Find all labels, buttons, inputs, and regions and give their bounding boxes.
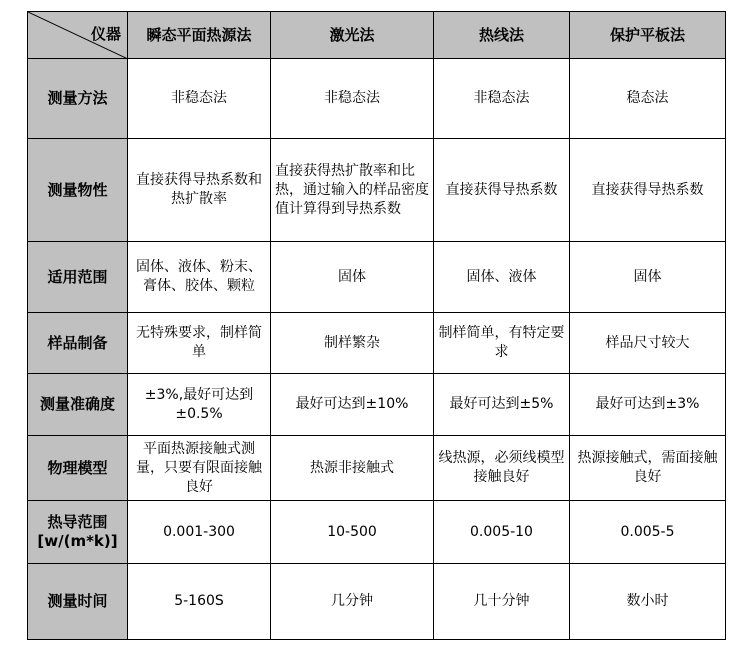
table-cell: 最好可达到±3% bbox=[570, 374, 726, 436]
table-cell: 几分钟 bbox=[271, 564, 434, 640]
row-header: 测量物性 bbox=[28, 139, 128, 242]
table-cell: 直接获得导热系数 bbox=[434, 139, 570, 242]
table-cell: 非稳态法 bbox=[271, 59, 434, 139]
table-cell: 制样简单，有特定要求 bbox=[434, 313, 570, 374]
table-cell: 稳态法 bbox=[570, 59, 726, 139]
row-header: 测量方法 bbox=[28, 59, 128, 139]
row-header: 样品制备 bbox=[28, 313, 128, 374]
row-header: 测量时间 bbox=[28, 564, 128, 640]
table-row bbox=[28, 436, 726, 501]
table-cell: 直接获得热扩散率和比热，通过输入的样品密度值计算得到导热系数 bbox=[271, 139, 434, 242]
table-cell: 直接获得导热系数 bbox=[570, 139, 726, 242]
corner-header bbox=[28, 12, 128, 59]
row-header-unit: [w/(m*k)] bbox=[37, 532, 118, 550]
row-header-label: 热导范围 bbox=[47, 513, 108, 531]
column-header-hot-wire: 热线法 bbox=[434, 12, 570, 59]
table-cell: ±3%,最好可达到±0.5% bbox=[128, 374, 271, 436]
comparison-table bbox=[27, 11, 726, 640]
table-cell: 样品尺寸较大 bbox=[570, 313, 726, 374]
table-row bbox=[28, 242, 726, 313]
table-cell: 最好可达到±10% bbox=[271, 374, 434, 436]
table-cell: 10-500 bbox=[271, 501, 434, 564]
table-cell: 固体 bbox=[271, 242, 434, 313]
table-cell: 直接获得导热系数和热扩散率 bbox=[128, 139, 271, 242]
row-header: 物理模型 bbox=[28, 436, 128, 501]
table-cell: 热源接触式，需面接触良好 bbox=[570, 436, 726, 501]
table-row bbox=[28, 313, 726, 374]
table-cell: 平面热源接触式测量，只要有限面接触良好 bbox=[128, 436, 271, 501]
table-cell: 5-160S bbox=[128, 564, 271, 640]
table-cell: 0.005-5 bbox=[570, 501, 726, 564]
table-row bbox=[28, 564, 726, 640]
table-cell: 0.005-10 bbox=[434, 501, 570, 564]
table-cell: 最好可达到±5% bbox=[434, 374, 570, 436]
row-header bbox=[28, 501, 128, 564]
table-cell: 几十分钟 bbox=[434, 564, 570, 640]
table-row bbox=[28, 139, 726, 242]
table-cell: 0.001-300 bbox=[128, 501, 271, 564]
table-cell: 数小时 bbox=[570, 564, 726, 640]
table-cell: 固体、液体、粉末、膏体、胶体、颗粒 bbox=[128, 242, 271, 313]
table-cell: 固体、液体 bbox=[434, 242, 570, 313]
table-cell: 热源非接触式 bbox=[271, 436, 434, 501]
column-header-transient-plane: 瞬态平面热源法 bbox=[128, 12, 271, 59]
row-header: 适用范围 bbox=[28, 242, 128, 313]
header-row bbox=[28, 12, 726, 59]
table-cell: 无特殊要求，制样简单 bbox=[128, 313, 271, 374]
column-header-guarded-plate: 保护平板法 bbox=[570, 12, 726, 59]
row-header: 测量准确度 bbox=[28, 374, 128, 436]
table-cell: 非稳态法 bbox=[128, 59, 271, 139]
table-row bbox=[28, 501, 726, 564]
table-row bbox=[28, 374, 726, 436]
table-cell: 线热源，必须线模型接触良好 bbox=[434, 436, 570, 501]
table-row bbox=[28, 59, 726, 139]
table-cell: 非稳态法 bbox=[434, 59, 570, 139]
column-header-laser: 激光法 bbox=[271, 12, 434, 59]
corner-label: 仪器 bbox=[90, 25, 121, 43]
table-cell: 固体 bbox=[570, 242, 726, 313]
table-cell: 制样繁杂 bbox=[271, 313, 434, 374]
